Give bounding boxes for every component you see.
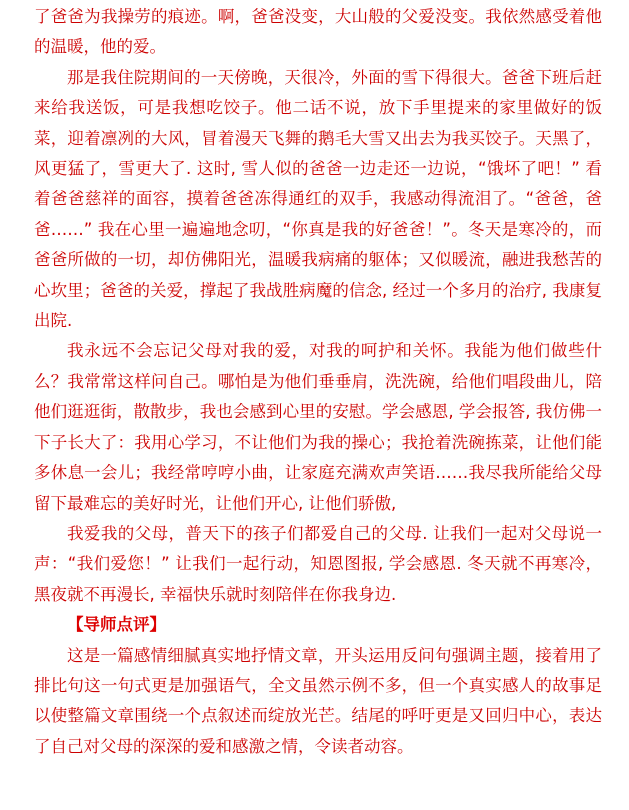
paragraph-continuation: 了爸爸为我操劳的痕迹。啊，爸爸没变，大山般的父爱没变。我依然感受着他的温暖，他的爱。: [34, 7, 602, 57]
paragraph-gratitude: 我永远不会忘记父母对我的爱，对我的呵护和关怀。我能为他们做些什么？我常常这样问自己。哪怕是为他们垂垂肩，洗洗碗，给他们唱段曲儿，陪他们逛逛街，散散步，我也会感到心里的安慰。学会感恩, 学会报答, 我仿佛一下子长大了：我用心学习，不让他们为我的操心；我抢着洗碗拣菜，让他们能多休息一会儿；我经常哼哼小曲，让家庭充满欢声笑语……我尽我所能给父母留下最难忘的美好时光，让他们开心, 让他们骄傲,: [34, 341, 602, 513]
commentary-text: 这是一篇感情细腻真实地抒情文章，开头运用反问句强调主题，接着用了排比句这一句式更是加强语气，全文虽然示例不多，但一个真实感人的故事足以使整篇文章围绕一个点叙述而绽放光芒。结尾的呼吁更是又回归中心，表达了自己对父母的深深的爱和感激之情，令读者动容。: [34, 645, 602, 756]
paragraph-conclusion: 我爱我的父母，普天下的孩子们都爱自己的父母. 让我们一起对父母说一声：“我们爱您！” 让我们一起行动，知恩图报, 学会感恩. 冬天就不再寒冷，黑夜就不再漫长, 幸福快乐就时刻陪伴在你我身边.: [34, 523, 602, 604]
commentary-heading: 【导师点评】: [67, 615, 166, 635]
paragraph-hospital-story: 那是我住院期间的一天傍晚，天很冷，外面的雪下得很大。爸爸下班后赶来给我送饭，可是我想吃饺子。他二话不说，放下手里提来的家里做好的饭菜，迎着凛冽的大风，冒着漫天飞舞的鹅毛大雪又出去为我买饺子。天黑了，风更猛了，雪更大了. 这时, 雪人似的爸爸一边走还一边说，“饿坏了吧！” 看着爸爸慈祥的面容，摸着爸爸冻得通红的双手，我感动得流泪了。“爸爸，爸爸……” 我在心里一遍遍地念叨，“你真是我的好爸爸！”。冬天是寒冷的，而爸爸所做的一切，却仿佛阳光，温暖我病痛的躯体；又似暖流，融进我愁苦的心坎里；爸爸的关爱，撑起了我战胜病魔的信念, 经过一个多月的治疗, 我康复出院.: [34, 67, 602, 331]
essay-document: [34, 2, 602, 762]
